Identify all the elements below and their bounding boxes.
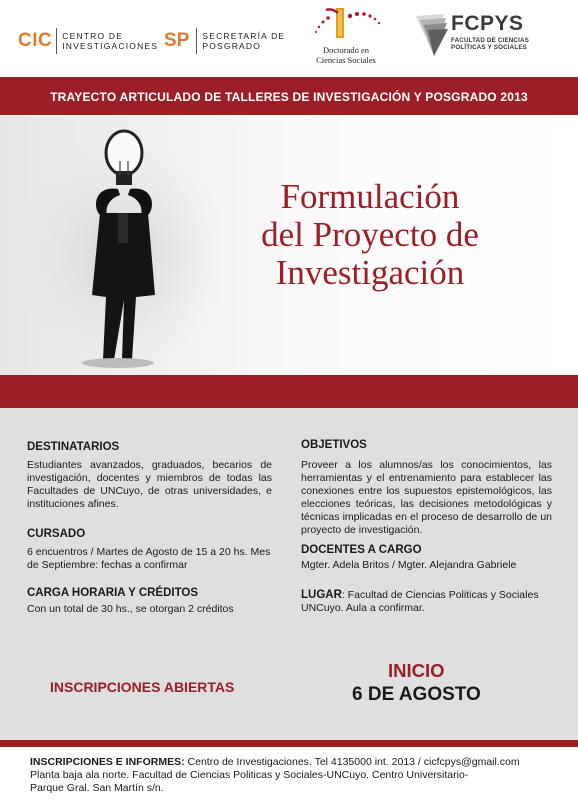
fcpys-logo: [414, 12, 564, 62]
footer-line2: Planta baja ala norte. Facultad de Ciencias Politicas y Sociales-UNCuyo. Centro Universitario-: [30, 769, 469, 781]
fcpys-logo-icon: [414, 12, 452, 58]
cic-logo: [18, 28, 158, 54]
destinatarios-heading: DESTINATARIOS: [27, 441, 120, 453]
banner-title: TRAYECTO ARTICULADO DE TALLERES DE INVESTIGACIÓN Y POSGRADO 2013: [50, 90, 528, 104]
doctorado-logo: [300, 4, 390, 64]
footer-line3: Parque Gral. San Martín s/n.: [30, 782, 164, 794]
footer-strip: [0, 740, 578, 747]
lugar-text: : Facultad de Ciencias Politicas y Sociales: [341, 589, 539, 601]
lugar-line2: UNCuyo. Aula a confirmar.: [301, 602, 425, 614]
doctorado-logo-text: [300, 45, 392, 65]
docentes-text: Mgter. Adela Britos / Mgter. Alejandra Gabriele: [301, 559, 517, 571]
cursado-line2: de Septiembre: fechas a confirmar: [27, 559, 188, 571]
hero-title-line-2: del Proyecto de: [261, 215, 479, 254]
destinatarios-text: Estudiantes avanzados, graduados, becarios de investigación, docentes y miembros de todas las Facultades de UNCuyo, de otras universidades, e instituciones afines.: [27, 459, 272, 510]
fcpys-logo-text: [451, 37, 529, 51]
cic-logo-text: [62, 31, 158, 51]
sp-logo-line2: POSGRADO: [202, 41, 262, 51]
cursado-heading: CURSADO: [27, 528, 86, 540]
inicio-date: 6 DE AGOSTO: [352, 684, 481, 705]
cic-logo-divider: [56, 28, 57, 54]
hero-title: [160, 178, 578, 292]
doctorado-logo-line1: Doctorado en: [322, 45, 370, 55]
sp-logo-line1: SECRETARÍA DE: [202, 31, 286, 41]
cic-logo-mark: CIC: [18, 30, 53, 51]
inicio-label: INICIO: [388, 660, 445, 681]
doctorado-logo-line2: Ciencias Sociales: [316, 55, 376, 65]
objetivos-text: Proveer a los alumnos/as los conocimientos, las herramientas y el entrenamiento para establecer las conexiones entre los supuestos epistemológicos, las elecciones teóricas, las decisiones metodológicas y técnicas implicadas en el proceso de desarrollo de un proyecto de investigación.: [301, 459, 552, 536]
objetivos-heading: OBJETIVOS: [301, 439, 367, 451]
sp-logo-mark: SP: [164, 30, 190, 51]
footer-line1: Centro de Investigaciones. Tel 4135000 int. 2013 / cicfcpys@gmail.com: [184, 756, 520, 768]
inscripciones-abiertas: INSCRIPCIONES ABIERTAS: [50, 679, 235, 695]
cursado-line1: 6 encuentros / Martes de Agosto de 15 a 20 hs. Mes: [27, 546, 271, 558]
header-banner: [0, 77, 578, 115]
cic-logo-line2: INVESTIGACIONES: [62, 41, 159, 51]
sp-logo: [164, 28, 285, 54]
hero-title-line-3: Investigación: [275, 253, 465, 292]
sp-logo-divider: [196, 28, 197, 54]
fcpys-logo-line1: FACULTAD DE CIENCIAS: [451, 37, 530, 44]
hero-bottom-strip: [0, 375, 578, 408]
hero-title-line-1: Formulación: [280, 177, 460, 216]
footer-label: INSCRIPCIONES E INFORMES:: [30, 756, 185, 768]
carga-text: Con un total de 30 hs., se otorgan 2 créditos: [27, 603, 234, 615]
fcpys-logo-line2: POLÍTICAS Y SOCIALES: [451, 44, 527, 51]
docentes-heading: DOCENTES A CARGO: [301, 544, 422, 556]
carga-heading: CARGA HORARIA Y CRÉDITOS: [27, 587, 199, 599]
lugar-heading: LUGAR: [301, 589, 342, 601]
cic-logo-line1: CENTRO DE: [62, 31, 124, 41]
sp-logo-text: [202, 31, 285, 51]
footer-info: [30, 756, 570, 795]
fcpys-logo-name: FCPYS: [451, 12, 524, 35]
lugar-block: [301, 589, 566, 615]
doctorado-logo-icon: [300, 4, 392, 46]
cursado-text: [27, 546, 282, 572]
